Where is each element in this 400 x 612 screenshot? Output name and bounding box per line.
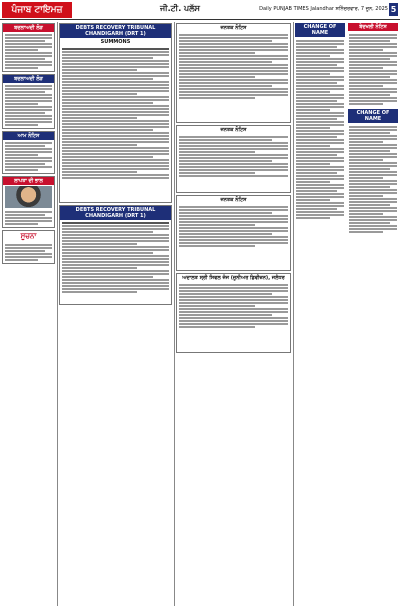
drt-notice xyxy=(59,205,172,305)
change-of-name-title: CHANGE OF NAME xyxy=(348,109,398,123)
left-column xyxy=(1,22,56,606)
edition-dateline: Daily PUNJAB TIMES Jalandhar ਸ਼ਨਿੱਚਰਵਾਰ, 7 ਜੂਨ, 2025 xyxy=(259,6,388,12)
notice-title: ਸੂਚਨਾ xyxy=(20,232,37,240)
court-notice xyxy=(176,273,291,353)
notice-box xyxy=(2,23,55,72)
change-of-name-title: CHANGE OF NAME xyxy=(295,23,345,37)
notice-box xyxy=(2,131,55,174)
notice-title: ਜਨਤਕ ਨੋਟਿਸ xyxy=(220,127,247,133)
notice-title: ਜਨਤਕ ਨੋਟਿਸ xyxy=(220,25,247,31)
page-number: 5 xyxy=(390,5,397,14)
middle-notices-column xyxy=(175,22,292,606)
notice-title: DEBTS RECOVERY TRIBUNAL CHANDIGARH (DRT 1) xyxy=(60,24,171,38)
notice-title: ਬੇਦਖਲੀ ਨੋਟਿਸ xyxy=(348,23,398,31)
public-notice xyxy=(176,195,291,271)
notice-title: ਅਦਾਲਤ ਸ੍ਰੀ ਸਿਵਲ ਜੱਜ (ਜੂਨੀਅਰ ਡਿਵੀਜ਼ਨ), ਜਲੰਧਰ xyxy=(182,275,285,281)
public-notice xyxy=(176,125,291,193)
public-notice xyxy=(176,23,291,123)
missing-person-photo xyxy=(5,186,52,208)
notice-title: ਆਮ ਨੋਟਿਸ xyxy=(3,132,54,140)
notice-title: ਬਦਲਾਅਦੀ ਲੋੜ xyxy=(3,75,54,83)
missing-person-box xyxy=(2,176,55,228)
notice-title: ਜਨਤਕ ਨੋਟਿਸ xyxy=(220,197,247,203)
drt-notice xyxy=(59,23,172,203)
page-header xyxy=(0,0,400,20)
notice-title: DEBTS RECOVERY TRIBUNAL CHANDIGARH (DRT 1) xyxy=(60,206,171,220)
section-label: ਜੀ.ਟੀ. ਪਲੱਸ xyxy=(160,4,200,13)
summons-label: SUMMONS xyxy=(100,39,131,45)
classifieds-column xyxy=(294,22,399,606)
notice-box xyxy=(2,74,55,129)
legal-notices-column xyxy=(58,22,173,606)
info-box xyxy=(2,230,55,264)
notice-title: ਬਦਲਾਅਦੀ ਲੋੜ xyxy=(3,24,54,32)
notice-title: ਲਾਪਤਾ ਦੀ ਭਾਲ xyxy=(3,177,54,185)
newspaper-logo: ਪੰਜਾਬ ਟਾਇਮਜ਼ xyxy=(2,2,72,18)
